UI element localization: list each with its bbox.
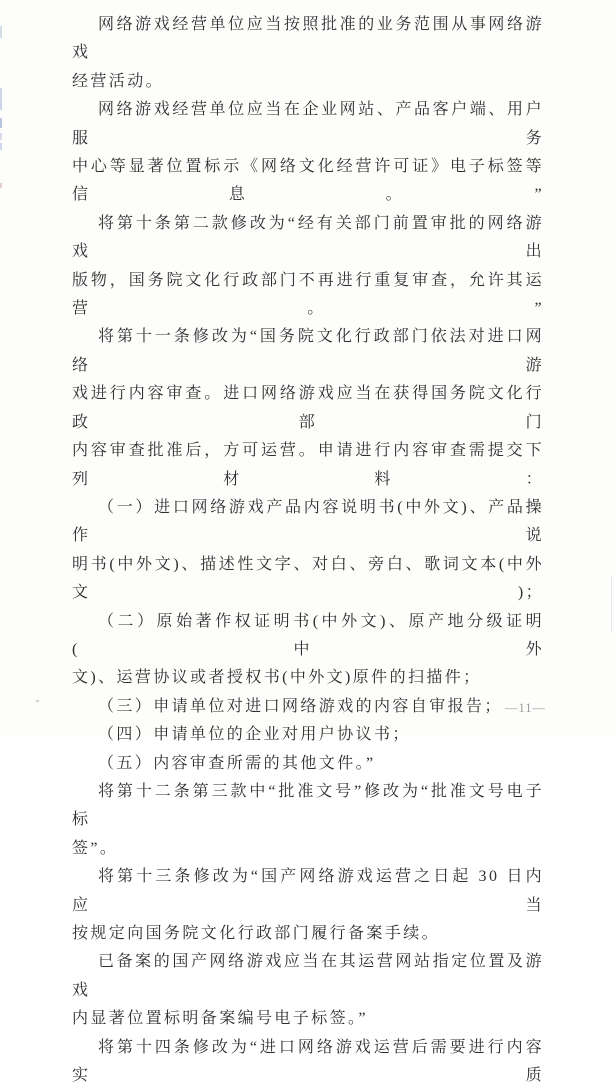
scan-artifact [0, 88, 2, 110]
text-line: 将第十一条修改为“国务院文化行政部门依法对进口网络游 [72, 328, 544, 374]
text-line: 将第十条第二款修改为“经有关部门前置审批的网络游戏出 [72, 214, 544, 261]
page-number: —11— [504, 701, 546, 715]
text-line: 版物，国务院文化行政部门不再进行重复审查，允许其运营。” [72, 271, 544, 318]
text-line: 文)、运营协议或者授权书(中外文)原件的扫描件； [72, 669, 482, 687]
scan-artifact [0, 143, 2, 150]
text-line: （五）内容审查所需的其他文件。” [98, 754, 376, 772]
scan-artifact [0, 133, 2, 140]
text-line: 中心等显著位置标示《网络文化经营许可证》电子标签等信息。” [72, 158, 544, 204]
text-line: 经营活动。 [72, 72, 165, 90]
text-line: 内显著位置标明备案编号电子标签。” [72, 1010, 368, 1028]
text-line: （三）申请单位对进口网络游戏的内容自审报告； [98, 697, 503, 715]
scan-artifact [0, 118, 2, 128]
text-line: 将第十四条修改为“进口网络游戏运营后需要进行内容实质 [72, 1038, 544, 1085]
text-line: 按规定向国务院文化行政部门履行备案手续。 [72, 925, 441, 942]
text-line: 已备案的国产网络游戏应当在其运营网站指定位置及游戏 [72, 953, 544, 999]
text-line: （四）申请单位的企业对用户协议书； [98, 726, 411, 744]
scan-artifact [36, 700, 39, 702]
text-line: 将第十三条修改为“国产网络游戏运营之日起 30 日内应当 [72, 868, 544, 914]
text-line: 明书(中外文)、描述性文字、对白、旁白、歌词文本(中外文)； [72, 555, 544, 602]
text-line: （二）原始著作权证明书(中外文)、原产地分级证明(中外 [72, 612, 544, 658]
text-line: 签”。 [72, 839, 119, 857]
text-line: 戏进行内容审查。进口网络游戏应当在获得国务院文化行政部门 [72, 385, 544, 431]
text-line: 将第十二条第三款中“批准文号”修改为“批准文号电子标 [72, 782, 544, 829]
text-line: 网络游戏经营单位应当在企业网站、产品客户端、用户服务 [72, 101, 544, 147]
document-text-block [72, 11, 544, 1090]
text-line: （一）进口网络游戏产品内容说明书(中外文)、产品操作说 [72, 498, 544, 545]
scan-artifact [611, 576, 612, 632]
scan-artifact [0, 183, 2, 188]
text-line: 内容审查批准后，方可运营。申请进行内容审查需提交下列材料： [72, 442, 544, 488]
scan-artifact [0, 26, 2, 38]
text-line: 网络游戏经营单位应当按照批准的业务范围从事网络游戏 [72, 16, 544, 62]
